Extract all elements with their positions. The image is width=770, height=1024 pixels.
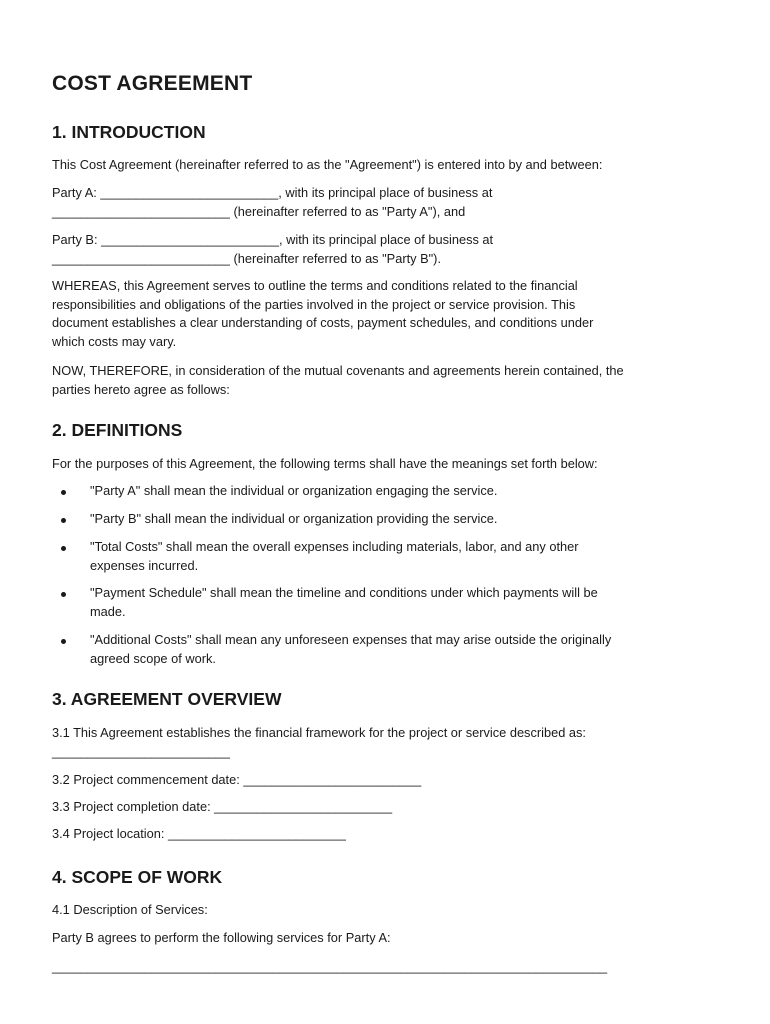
overview-3-1-line-1: 3.1 This Agreement establishes the financial framework for the project or service described as: [52, 725, 586, 740]
section-heading-scope-of-work: 4. SCOPE OF WORK [52, 867, 223, 887]
whereas-line-1: WHEREAS, this Agreement serves to outline the terms and conditions related to the financial [52, 278, 578, 293]
services-intro-line: Party B agrees to perform the following services for Party A: [52, 930, 391, 945]
party-b-paragraph [52, 231, 720, 268]
definition-text: agreed scope of work. [90, 650, 216, 666]
bullet-icon [61, 639, 66, 644]
completion-date-line: 3.3 Project completion date: _________________________ [52, 799, 393, 814]
whereas-paragraph [52, 277, 720, 351]
definition-text: "Party A" shall mean the individual or organization engaging the service. [90, 483, 498, 498]
overview-3-1 [52, 724, 720, 761]
definition-text: "Payment Schedule" shall mean the timeline and conditions under which payments will be [90, 585, 598, 600]
section-heading-agreement-overview: 3. AGREEMENT OVERVIEW [52, 689, 282, 709]
scope-4-1 [52, 901, 720, 920]
intro-paragraph [52, 156, 720, 175]
whereas-line-4: which costs may vary. [52, 333, 177, 349]
commencement-date-line: 3.2 Project commencement date: _________________________ [52, 772, 422, 787]
now-therefore-paragraph [52, 362, 720, 399]
project-location-line: 3.4 Project location: _________________________ [52, 826, 346, 841]
party-b-line-2: _________________________ (hereinafter referred to as "Party B"). [52, 250, 441, 266]
definition-text: made. [90, 603, 126, 619]
party-a-line-2: _________________________ (hereinafter referred to as "Party A"), and [52, 203, 466, 219]
intro-line: This Cost Agreement (hereinafter referred to as the "Agreement") is entered into by and between: [52, 157, 603, 172]
party-a-line-1: Party A: _________________________, with its principal place of business at [52, 185, 493, 200]
bullet-icon [61, 546, 66, 551]
section-heading-introduction: 1. INTRODUCTION [52, 122, 206, 142]
definitions-intro [52, 455, 720, 474]
definition-text: "Party B" shall mean the individual or organization providing the service. [90, 511, 498, 526]
whereas-line-3: document establishes a clear understanding of costs, payment schedules, and conditions under [52, 315, 594, 330]
description-of-services-line: 4.1 Description of Services: [52, 902, 208, 917]
definitions-intro-line: For the purposes of this Agreement, the following terms shall have the meanings set forth below: [52, 456, 598, 471]
whereas-line-2: responsibilities and obligations of the parties involved in the project or service provision. This [52, 296, 576, 312]
bullet-icon [61, 490, 66, 495]
services-blank-line: ______________________________________________________________________________ [52, 959, 608, 974]
scope-services-intro [52, 929, 720, 948]
definition-text: expenses incurred. [90, 557, 199, 573]
party-a-paragraph [52, 184, 720, 221]
definition-text: "Total Costs" shall mean the overall expenses including materials, labor, and any other [90, 539, 579, 554]
overview-3-1-line-2: _________________________ [52, 743, 230, 759]
definition-text: "Additional Costs" shall mean any unforeseen expenses that may arise outside the originally [90, 632, 612, 647]
scope-services-blank [52, 958, 720, 977]
section-heading-definitions: 2. DEFINITIONS [52, 420, 183, 440]
overview-3-3 [52, 798, 720, 817]
now-line-1: NOW, THEREFORE, in consideration of the mutual covenants and agreements herein contained, the [52, 363, 624, 378]
bullet-icon [61, 518, 66, 523]
overview-3-2 [52, 771, 720, 790]
now-line-2: parties hereto agree as follows: [52, 381, 230, 397]
overview-3-4 [52, 825, 720, 844]
document-title: COST AGREEMENT [52, 72, 253, 95]
party-b-line-1: Party B: _________________________, with its principal place of business at [52, 232, 494, 247]
bullet-icon [61, 592, 66, 597]
